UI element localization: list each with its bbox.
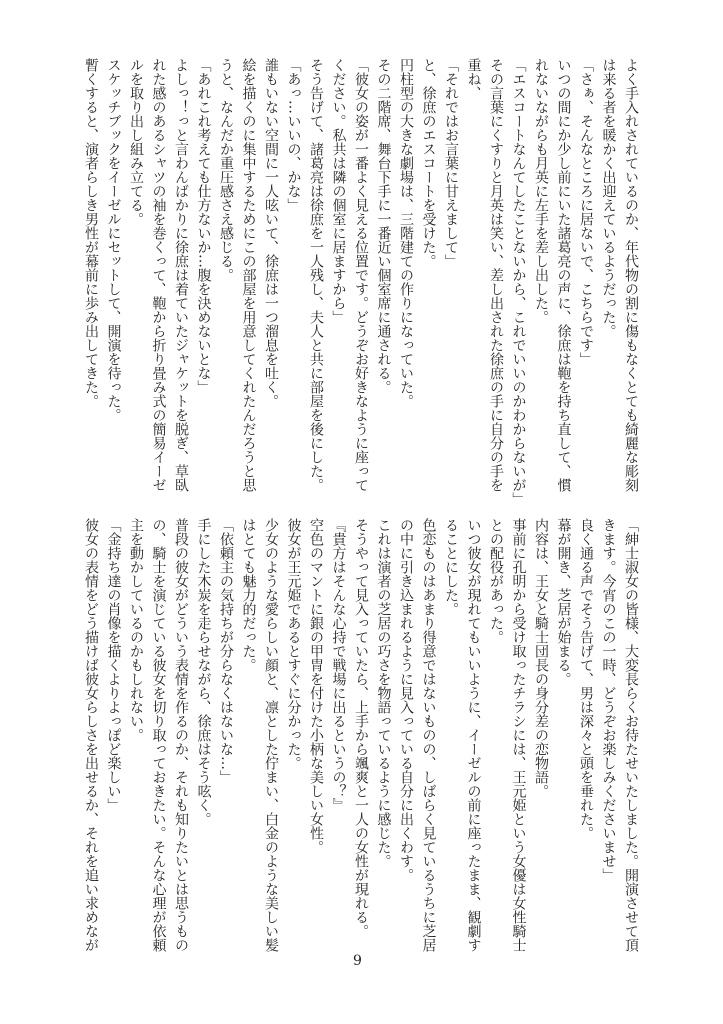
text-column: 円柱型の大きな劇場は、三階建ての作りになっていた。 <box>398 58 414 408</box>
text-column: との配役があった。 <box>488 518 504 644</box>
text-column: 事前に孔明から受け取ったチラシには、王元姫という女優は女性騎士 <box>510 518 527 952</box>
text-column: の中に引き込まれるように見入っている自分に出くわす。 <box>398 518 414 882</box>
text-column: 誰もいない空間に一人呟いて、徐庶は一つ溜息を吐く。 <box>263 58 279 408</box>
text-column: 彼女が王元姫であるとすぐに分かった。 <box>285 518 302 770</box>
text-column: は来る者を暖かく出迎えているようだった。 <box>600 58 617 338</box>
text-column: そう告げて、諸葛亮は徐庶を一人残し、夫人と共に部屋を後にした。 <box>308 58 324 492</box>
text-column: 「エスコートなんてしたことないから、これでいいのかわからないが」 <box>510 58 527 506</box>
text-column: 「あれこれ考えても仕方ないか…腹を決めないとな」 <box>195 58 212 394</box>
text-column: 「金持ち達の肖像を描くよりよっぽど楽しい」 <box>105 518 122 812</box>
text-column: よく手入れされているのか、年代物の割に傷もなくとても綺麗な彫刻 <box>623 58 639 492</box>
text-column: れないながらも月英に左手を差し出した。 <box>533 58 549 324</box>
text-column: れた感のあるシャツの袖を巻くって、鞄から折り畳み式の簡易イーゼ <box>150 58 167 492</box>
text-column: これは演者の芝居の巧さを物語っているように感じた。 <box>375 518 392 868</box>
text-column: ルを取り出し組み立てる。 <box>128 58 144 226</box>
text-column: スケッチブックをイーゼルにセットして、開演を待った。 <box>105 58 122 422</box>
text-column: 良く通る声でそう告げて、男は深々と頭を垂れた。 <box>578 518 594 840</box>
text-column: よしっ！っと言わんばかりに徐庶は着ていたジャケットを脱ぎ、草臥 <box>173 58 189 492</box>
text-column: の、騎士を演じている彼女を切り取っておきたい。そんな心理が依頼 <box>150 518 167 952</box>
text-column: いつ彼女が現れてもいいように、イーゼルの前に座ったまま、観劇す <box>465 518 482 952</box>
page-number: 9 <box>353 953 362 969</box>
text-block-bottom <box>79 518 642 968</box>
text-column: 主を動かしているのかもしれない。 <box>128 518 144 742</box>
text-column: うと、なんだか重圧感さえ感じる。 <box>218 58 234 282</box>
text-block-top <box>79 58 642 508</box>
text-column: 「さぁ、そんなところに居ないで、こちらです」 <box>578 58 594 366</box>
text-column: ることにした。 <box>443 518 459 616</box>
text-column: そうやって見入っていたら、上手から颯爽と一人の女性が現れる。 <box>353 518 369 938</box>
text-column: 色恋ものはあまり得意ではないものの、しばらく見ているうちに芝居 <box>420 518 437 952</box>
text-column: 「彼女の姿が一番よく見える位置です。どうぞお好きなように座って <box>353 58 369 492</box>
text-column: 「あっ…いいの、かな」 <box>285 58 302 212</box>
text-column: 手にした木炭を走らせながら、徐庶はそう呟く。 <box>195 518 212 826</box>
text-column: 空色のマントに銀の甲冑を付けた小柄な美しい女性。 <box>308 518 324 854</box>
text-column: ください。私共は隣の個室に居ますから」 <box>330 58 347 324</box>
text-column: きます。今宵のこの一時、どうぞお楽しみくださいませ」 <box>600 518 617 882</box>
text-column: と、徐庶のエスコートを受けた。 <box>420 58 437 268</box>
text-column: 暫くすると、演者らしき男性が幕前に歩み出してきた。 <box>83 58 99 408</box>
text-column: 重ね、 <box>465 58 482 100</box>
text-column: 「依頼主の気持ちが分らなくはないな…」 <box>218 518 234 784</box>
text-column: 『貴方はそんな心持で戦場に出るというの？』 <box>330 518 347 812</box>
text-column: 彼女の表情をどう描けば彼女らしさを出せるか、それを追い求めなが <box>83 518 99 952</box>
text-column: いつの間にか少し前にいた諸葛亮の声に、徐庶は鞄を持ち直して、慣 <box>555 58 572 492</box>
text-column: はとても魅力的だった。 <box>240 518 257 672</box>
text-column: 内容は、王女と騎士団長の身分差の恋物語。 <box>533 518 549 798</box>
text-column: 幕が開き、芝居が始まる。 <box>555 518 572 686</box>
text-column: 「紳士淑女の皆様、大変長らくお待たせいたしました。開演させて頂 <box>623 518 639 952</box>
text-column: 「それではお言葉に甘えまして」 <box>443 58 459 268</box>
text-column: その二階席、舞台下手に一番近い個室席に通される。 <box>375 58 392 394</box>
text-column: その言葉にくすりと月英は笑い、差し出された徐庶の手に自分の手を <box>488 58 504 492</box>
text-column: 普段の彼女がどういう表情を作るのか、それも知りたいとは思うもの <box>173 518 189 952</box>
text-column: 絵を描くのに集中するためにこの部屋を用意してくれたんだろうと思 <box>240 58 257 492</box>
text-column: 少女のような愛らしい顔と、凛とした佇まい、白金のような美しい髪 <box>263 518 279 952</box>
